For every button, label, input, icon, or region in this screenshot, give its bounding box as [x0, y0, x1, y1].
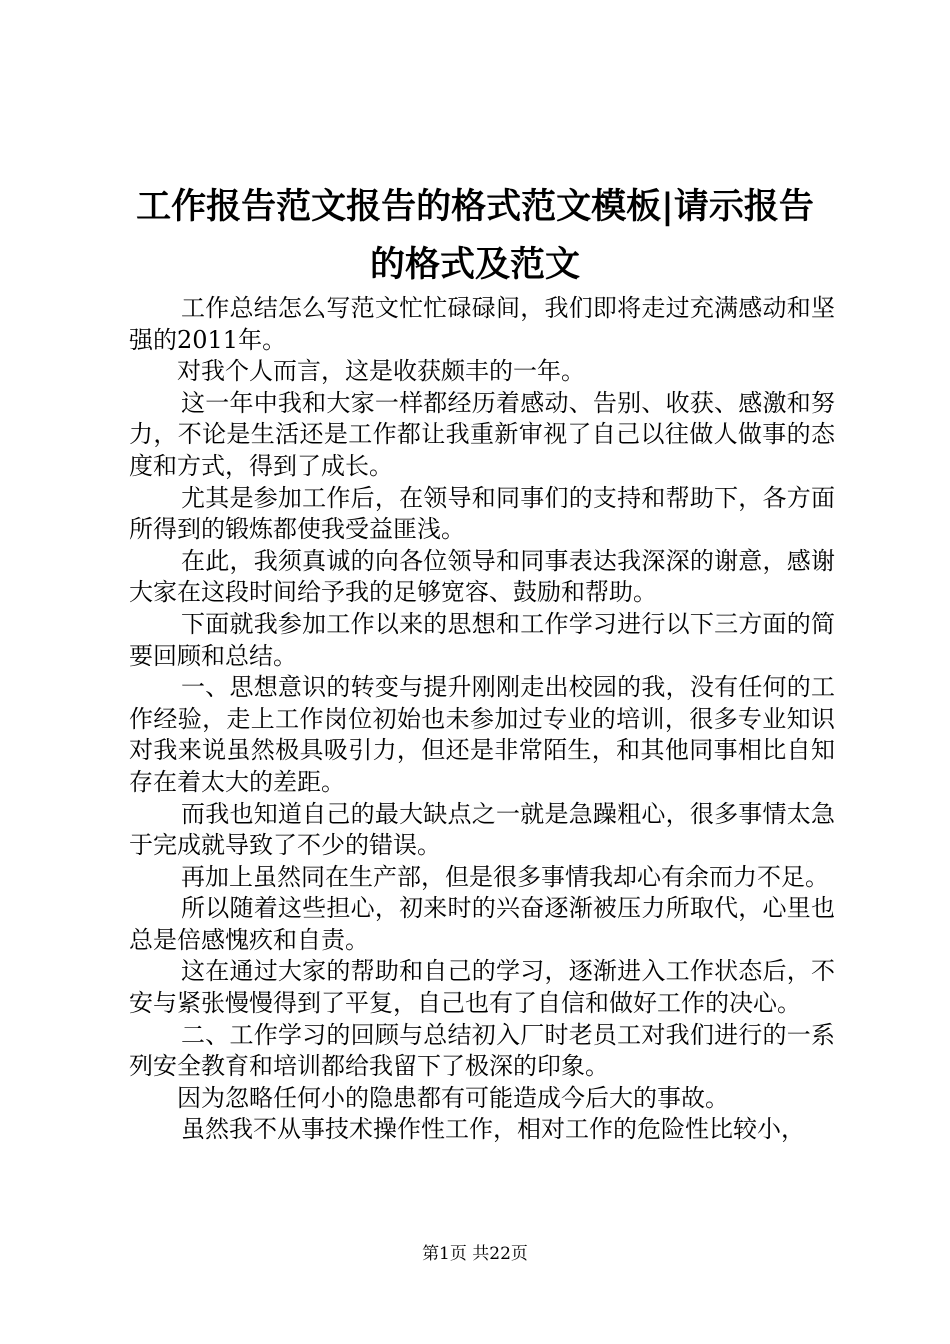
paragraph: 在此，我须真诚的向各位领导和同事表达我深深的谢意，感谢大家在这段时间给予我的足够宽容、鼓励和帮助。 [129, 546, 835, 607]
paragraph: 再加上虽然同在生产部，但是很多事情我却心有余而力不足。 [181, 862, 829, 891]
page-footer [0, 1243, 950, 1265]
paragraph: 这一年中我和大家一样都经历着感动、告别、收获、感激和努力，不论是生活还是工作都让我重新审视了自己以往做人做事的态度和方式，得到了成长。 [129, 388, 835, 480]
document-body [129, 293, 835, 1146]
paragraph: 二、工作学习的回顾与总结初入厂时老员工对我们进行的一系列安全教育和培训都给我留下了极深的印象。 [129, 1020, 835, 1081]
paragraph: 而我也知道自己的最大缺点之一就是急躁粗心，很多事情太急于完成就导致了不少的错误。 [129, 799, 835, 860]
paragraph: 工作总结怎么写范文忙忙碌碌间，我们即将走过充满感动和坚强的2011年。 [129, 294, 835, 354]
paragraph: 因为忽略任何小的隐患都有可能造成今后大的事故。 [177, 1083, 729, 1112]
paragraph: 尤其是参加工作后，在领导和同事们的支持和帮助下，各方面所得到的锻炼都使我受益匪浅。 [129, 483, 835, 544]
paragraph: 一、思想意识的转变与提升刚刚走出校园的我，没有任何的工作经验，走上工作岗位初始也未参加过专业的培训，很多专业知识对我来说虽然极具吸引力，但还是非常陌生，和其他同事相比自知存在着太大的差距。 [129, 673, 835, 796]
paragraph: 对我个人而言，这是收获颇丰的一年。 [177, 357, 585, 386]
paragraph: 这在通过大家的帮助和自己的学习，逐渐进入工作状态后，不安与紧张慢慢得到了平复，自己也有了自信和做好工作的决心。 [129, 957, 835, 1018]
paragraph: 下面就我参加工作以来的思想和工作学习进行以下三方面的简要回顾和总结。 [129, 609, 835, 670]
title-line-2: 的格式及范文 [369, 244, 580, 285]
title-line-1: 工作报告范文报告的格式范文模板|请示报告 [136, 186, 814, 227]
paragraph: 虽然我不从事技术操作性工作，相对工作的危险性比较小， [181, 1115, 805, 1144]
paragraph: 所以随着这些担心，初来时的兴奋逐渐被压力所取代，心里也总是倍感愧疚和自责。 [129, 894, 835, 954]
page-number-label: 第1页 共22页 [422, 1244, 528, 1264]
document-title [120, 178, 830, 294]
